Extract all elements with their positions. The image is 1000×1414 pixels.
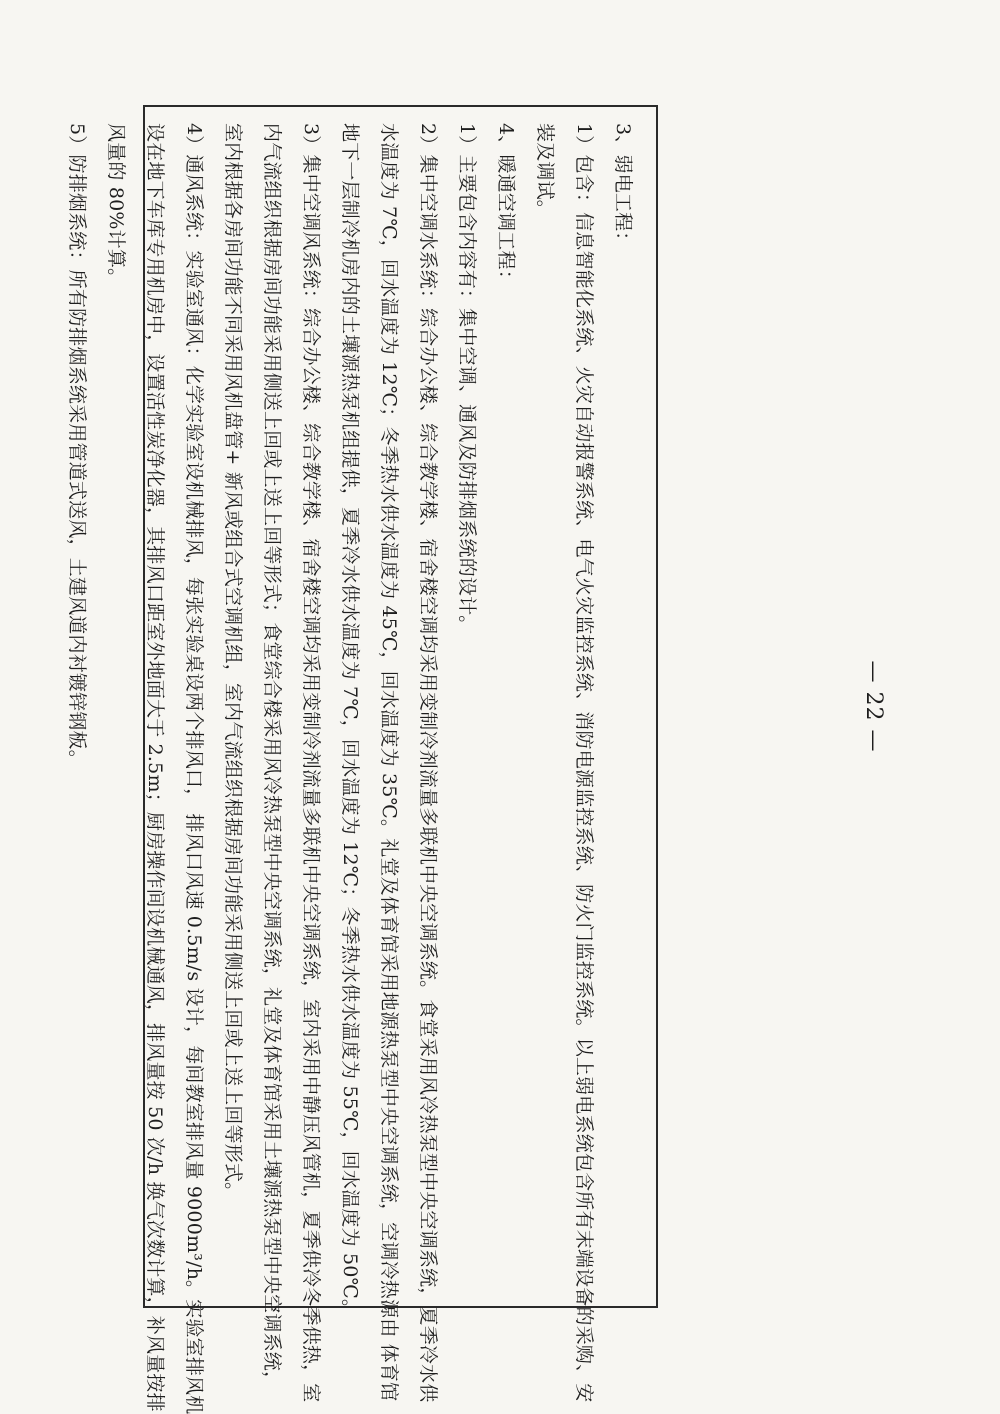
page-number: — 22 — bbox=[861, 660, 886, 753]
hvac-item-1-text: 1）主要包含内容有：集中空调、通风及防排烟系统的设计。 bbox=[456, 123, 478, 635]
weak-current-item-1-text: 1）包含：信息智能化系统、火灾自动报警系统、电气火灾监控系统、消防电源监控系统、防火门监控系统。以上弱电系统包含所有末端设备的采购、安 bbox=[573, 123, 595, 1403]
hvac-item-4-text: 4）通风系统：实验室通风：化学实验室设机械排风，每张实验桌设两个排风口， 排风口风速 0.5m/s 设计，每间教室排风量 9000m³/h。实验室排风机 bbox=[183, 123, 205, 1414]
section-heading-hvac: 4、暖通空调工程： bbox=[495, 123, 517, 289]
hvac-item-3-continuation-1: 内气流组织根据房间功能采用侧送上回或上送上回等形式；食堂综合楼采用风冷热泵型中央空调系统，礼堂及体育馆采用土壤源热泵型中央空调系统， bbox=[261, 123, 283, 1391]
weak-current-item-1-continuation: 装及调试。 bbox=[534, 123, 556, 220]
section-heading-weak-current: 3、弱电工程： bbox=[612, 123, 634, 251]
hvac-item-4-continuation-1: 设在地下车库专用机房中，设置活性炭净化器，其排风口距室外地面大于 2.5m；厨房操作间设机械通风，排风量按 50 次/h 换气次数计算，补风量按排 bbox=[144, 123, 166, 1412]
hvac-item-3-text: 3）集中空调风系统：综合办公楼、综合教学楼、宿舍楼空调均采用变制冷剂流量多联机中央空调系统，室内采用中静压风管机，夏季供冷冬季供热，室 bbox=[300, 123, 322, 1403]
hvac-item-2-continuation-1: 水温度为 7℃，回水温度为 12℃；冬季热水供水温度为 45℃，回水温度为 35℃。礼堂及体育馆采用地源热泵型中央空调系统，空调冷热源由 体育馆 bbox=[378, 123, 400, 1402]
hvac-item-2-text: 2）集中空调水系统：综合办公楼、综合教学楼、宿舍楼空调均采用变制冷剂流量多联机中央空调系统。食堂采用风冷热泵型中央空调系统，夏季冷水供 bbox=[417, 123, 439, 1403]
bordered-content-box bbox=[66, 105, 658, 1414]
hvac-item-2-continuation-2: 地下一层制冷机房内的土壤源热泵机组提供，夏季冷水供水温度为 7℃，回水温度为 12℃；冬季热水供水温度为 55℃，回水温度为 50℃。 bbox=[339, 123, 361, 1319]
hvac-item-3-continuation-2: 室内根据各房间功能不同采用风机盘管+ 新风或组合式空调机组，室内气流组织根据房间功能采用侧送上回或上送上回等形式。 bbox=[222, 123, 244, 1202]
hvac-item-5-text: 5）防排烟系统：所有防排烟系统采用管道式送风，土建风道内衬镀锌钢板。 bbox=[66, 123, 88, 769]
hvac-item-4-continuation-2: 风量的 80%计算。 bbox=[105, 123, 127, 288]
